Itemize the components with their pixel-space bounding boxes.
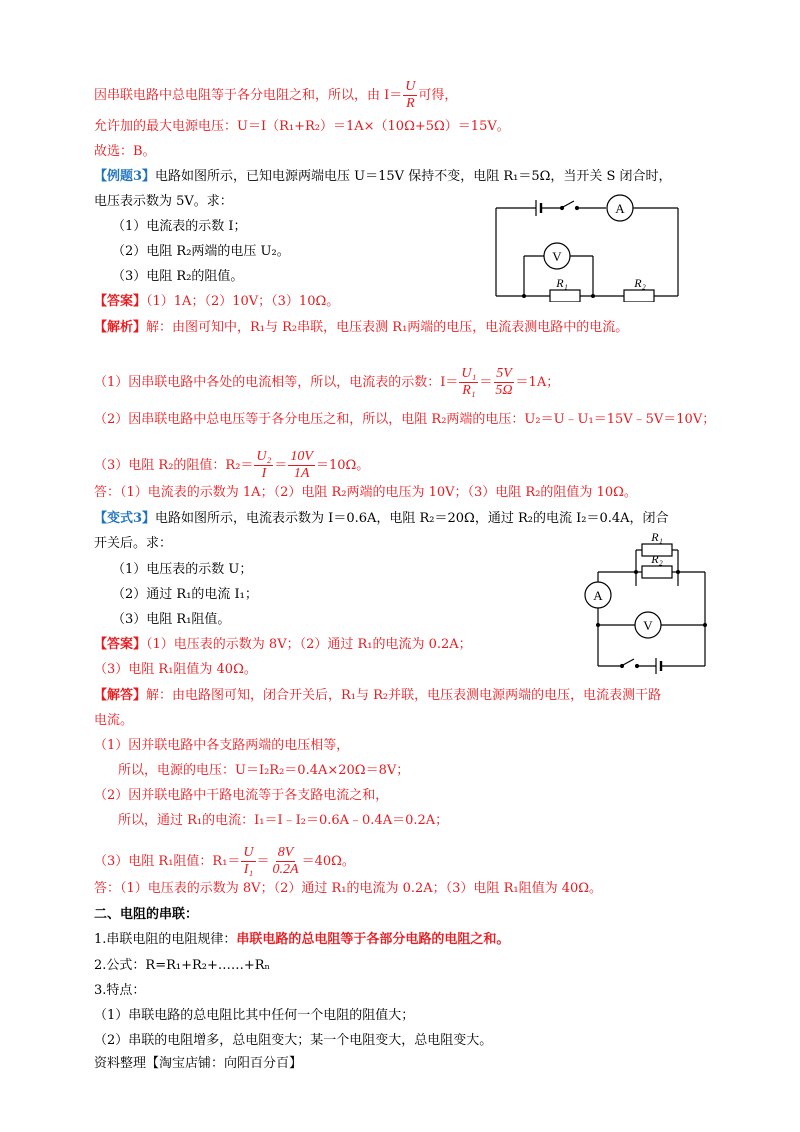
variant3-circuit-diagram: [580, 530, 710, 674]
variant3-item-2: （2）通过 R₁的电流 I₁；: [112, 587, 258, 602]
section-2-features-heading: 3.特点：: [94, 983, 146, 998]
variant3-final-answer: 答：（1）电压表的示数为 8V；（2）通过 R₁的电流为 0.2A；（3）电阻 R₁阻值为 40Ω。: [94, 881, 603, 896]
resistor-r1: [550, 290, 580, 302]
solution-line-1: 因串联电路中总电阻等于各分电阻之和，所以，由 I＝ $\frac{U}{R}$ 可得，: [94, 79, 458, 111]
svg-text:V: V: [552, 249, 562, 264]
svg-text:R₂: R₂: [634, 276, 646, 290]
example3-final-answer: 答：（1）电流表的示数为 1A；（2）电阻 R₂两端的电压为 10V；（3）电阻 R₂的阻值为 10Ω。: [94, 485, 637, 500]
variant3-step-1b: 所以，电源的电压：U＝I₂R₂＝0.4A×20Ω＝8V；: [118, 763, 410, 778]
example3-step-2: （2）因串联电路中总电压等于各分电压之和，所以，电阻 R₂两端的电压：U₂＝U﹣U₁＝15V﹣5V＝10V；: [94, 412, 716, 427]
variant3-answer-line1: 【答案】（1）电压表的示数为 8V；（2）通过 R₁的电流为 0.2A；: [94, 637, 472, 652]
svg-text:R₁: R₁: [651, 530, 663, 544]
variant3-solution-line2: 电流。: [94, 713, 134, 728]
resistor-r2: [624, 290, 654, 302]
variant3-question-line2: 开关后。求：: [94, 536, 173, 551]
variant3-item-1: （1）电压表的示数 U；: [112, 562, 253, 577]
svg-text:R₁: R₁: [556, 276, 568, 290]
variant3-question-line1: 【变式3】电路如图所示，电流表示数为 I＝0.6A，电阻 R₂＝20Ω，通过 R₂的电流 I₂＝0.4A，闭合: [94, 511, 669, 526]
variant3-step-1a: （1）因并联电路中各支路两端的电压相等，: [94, 738, 350, 753]
variant3-item-3: （3）电阻 R₁阻值。: [112, 612, 231, 627]
svg-text:R₂: R₂: [651, 552, 663, 566]
fraction-10v-over-1a: $\frac{10V}{1A}$: [290, 449, 313, 481]
example3-question-line1: 【例题3】电路如图所示，已知电源两端电压 U＝15V 保持不变，电阻 R₁＝5Ω，当开关 S 闭合时，: [94, 169, 672, 184]
section-2-feature-1: （1）串联电路的总电阻比其中任何一个电阻的阻值大；: [94, 1008, 415, 1023]
fraction-u2-over-i: $\frac{\text{U₂}}{I}$: [256, 449, 272, 481]
fraction-5v-over-5ohm: $\frac{5V}{5\Omega}$: [495, 366, 513, 398]
example3-step-3: （3）电阻 R₂的阻值：R₂＝ $\frac{\text{U₂}}{I}$ ＝ $\frac{10V}{1A}$ ＝10Ω。: [94, 449, 370, 481]
fraction-8v-over-0.2a: $\frac{8V}{0.2A}$: [272, 845, 299, 877]
fraction-u1-over-r1: $\frac{\text{U₁}}{\text{R₁}}$: [461, 366, 477, 398]
example3-circuit-diagram: [494, 192, 684, 302]
svg-text:A: A: [593, 588, 603, 603]
section-2-feature-2: （2）串联的电阻增多，总电阻变大；某一个电阻变大，总电阻变大。: [94, 1033, 493, 1048]
footer-source: 资料整理【淘宝店铺：向阳百分百】: [94, 1056, 303, 1071]
resistor-r2: [642, 566, 672, 578]
example3-step-1: （1）因串联电路中各处的电流相等，所以，电流表的示数：I＝ $\frac{\text{U₁}}{\text{R₁}}$ ＝ $\frac{5V}{5\Omega}$ ＝1A；: [94, 366, 560, 398]
section-2-rule: 1.串联电阻的电阻规律：串联电路的总电阻等于各部分电路的电阻之和。: [94, 932, 510, 947]
solution-answer: 故选：B。: [94, 144, 156, 159]
variant3-solution-line1: 【解答】解：由电路图可知，闭合开关后，R₁与 R₂并联，电压表测电源两端的电压，电流表测干路: [94, 688, 662, 703]
example3-item-2: （2）电阻 R₂两端的电压 U₂。: [112, 244, 290, 259]
example3-analysis: 【解析】解：由图可知中，R₁与 R₂串联，电压表测 R₁两端的电压，电流表测电路中的电流。: [94, 320, 629, 335]
section-2-formula: 2.公式：R=R₁+R₂+……+Rₙ: [94, 958, 271, 973]
solution-line-2: 允许加的最大电源电压：U＝I（R₁+R₂）＝1A×（10Ω+5Ω）＝15V。: [94, 119, 510, 134]
svg-text:V: V: [643, 618, 653, 633]
section-2-heading: 二、电阻的串联：: [94, 907, 199, 922]
example3-item-1: （1）电流表的示数 I；: [112, 219, 247, 234]
variant3-step-2a: （2）因并联电路中干路电流等于各支路电流之和，: [94, 788, 389, 803]
svg-text:A: A: [615, 201, 625, 216]
example3-item-3: （3）电阻 R₂的阻值。: [112, 269, 244, 284]
fraction-u-over-r: $\frac{U}{R}$: [405, 79, 416, 111]
variant3-answer-line2: （3）电阻 R₁阻值为 40Ω。: [94, 662, 257, 677]
example3-question-line2: 电压表示数为 5V。求：: [94, 194, 233, 209]
example3-answer: 【答案】（1）1A；（2）10V；（3）10Ω。: [94, 294, 340, 309]
variant3-step-2b: 所以，通过 R₁的电流：I₁＝I﹣I₂＝0.6A﹣0.4A＝0.2A；: [118, 813, 449, 828]
fraction-u-over-i1: $\frac{U}{\text{I₁}}$: [243, 845, 254, 877]
variant3-step-3: （3）电阻 R₁阻值：R₁＝ $\frac{U}{\text{I₁}}$ ＝ $\frac{8V}{0.2A}$ ＝40Ω。: [94, 845, 355, 877]
